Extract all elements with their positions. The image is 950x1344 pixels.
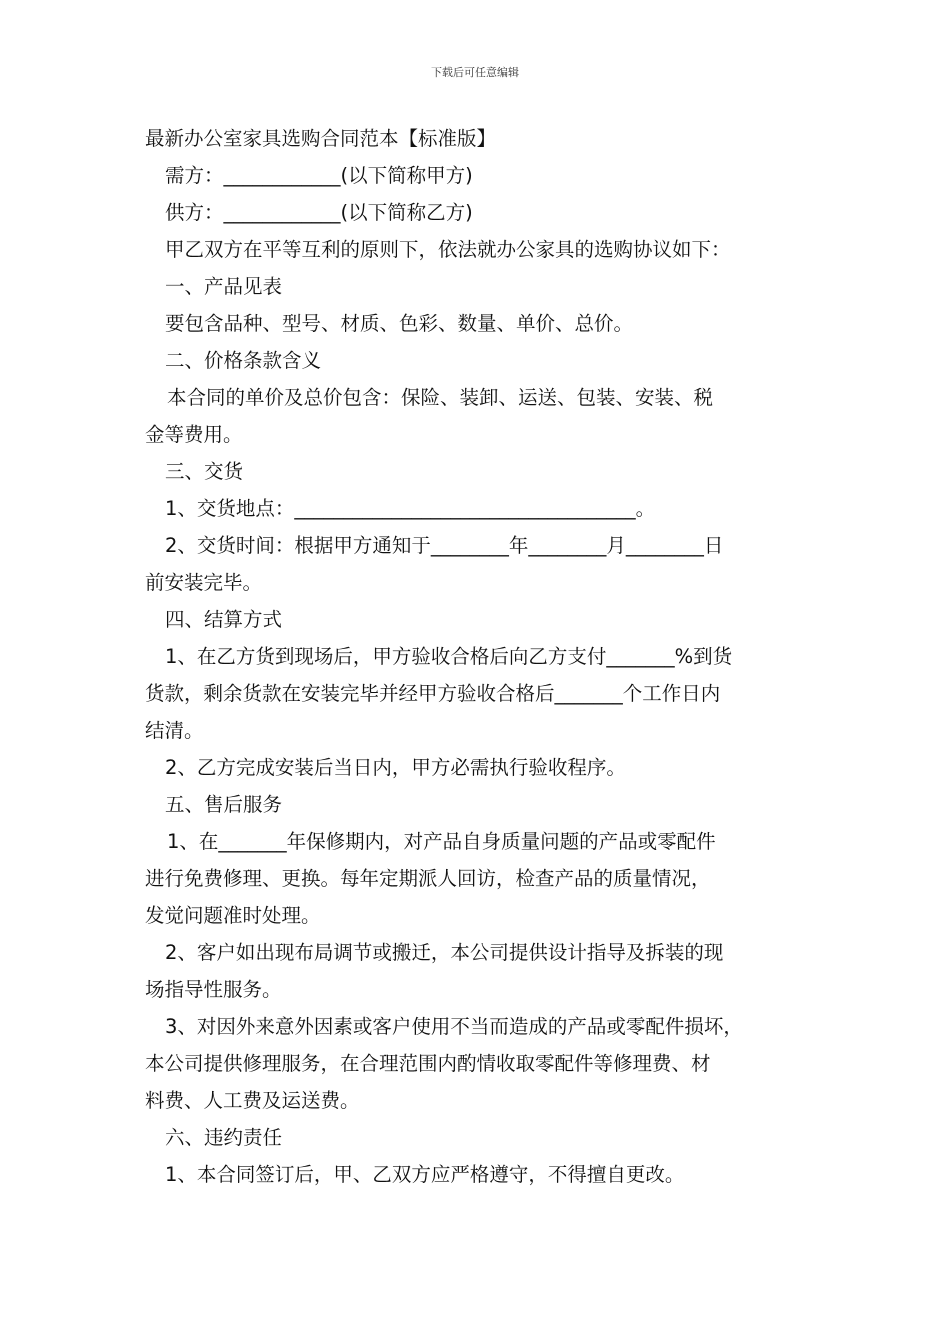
- document-line: 2、客户如出现布局调节或搬迁，本公司提供设计指导及拆装的现: [165, 941, 724, 964]
- document-line: 金等费用。: [145, 423, 243, 446]
- document-line: 1、在_______年保修期内，对产品自身质量问题的产品或零配件: [167, 830, 716, 853]
- document-line: 场指导性服务。: [145, 978, 282, 1001]
- document-line: 五、售后服务: [165, 793, 283, 816]
- document-line: 结清。: [145, 719, 204, 742]
- document-line: 三、交货: [165, 460, 244, 483]
- document-line: 前安装完毕。: [145, 571, 263, 594]
- page-header: 下载后可任意编辑: [431, 66, 519, 79]
- document-line: 二、价格条款含义: [165, 349, 322, 372]
- document-body: [145, 120, 810, 1193]
- document-line: 要包含品种、型号、材质、色彩、数量、单价、总价。: [165, 312, 634, 335]
- document-line: 料费、人工费及运送费。: [145, 1089, 360, 1112]
- document-line: 货款，剩余货款在安装完毕并经甲方验收合格后_______个工作日内: [145, 682, 721, 705]
- document-line: 一、产品见表: [165, 275, 283, 298]
- document-line: 六、违约责任: [165, 1126, 283, 1149]
- document-line: 本合同的单价及总价包含：保险、装卸、运送、包装、安装、税: [167, 386, 714, 409]
- document-line: 1、本合同签订后，甲、乙双方应严格遵守，不得擅自更改。: [165, 1163, 685, 1186]
- document-line: 供方：____________(以下简称乙方): [165, 201, 473, 224]
- document-line: 甲乙双方在平等互利的原则下，依法就办公家具的选购协议如下：: [165, 238, 731, 261]
- document-line: 1、交货地点：___________________________________。: [165, 497, 656, 520]
- document-line: 2、乙方完成安装后当日内，甲方必需执行验收程序。: [165, 756, 626, 779]
- document-title: 最新办公室家具选购合同范本【标准版】: [145, 127, 497, 150]
- document-line: 四、结算方式: [165, 608, 283, 631]
- document-line: 本公司提供修理服务，在合理范围内酌情收取零配件等修理费、材: [145, 1052, 711, 1075]
- document-line: 发觉问题准时处理。: [145, 904, 321, 927]
- document-line: 需方：____________(以下简称甲方): [165, 164, 473, 187]
- document-line: 2、交货时间：根据甲方通知于________年________月________日: [165, 534, 724, 557]
- document-line: 进行免费修理、更换。每年定期派人回访，检查产品的质量情况，: [145, 867, 711, 890]
- document-line: 1、在乙方货到现场后，甲方验收合格后向乙方支付_______%到货: [165, 645, 733, 668]
- document-line: 3、对因外来意外因素或客户使用不当而造成的产品或零配件损坏，: [165, 1015, 743, 1038]
